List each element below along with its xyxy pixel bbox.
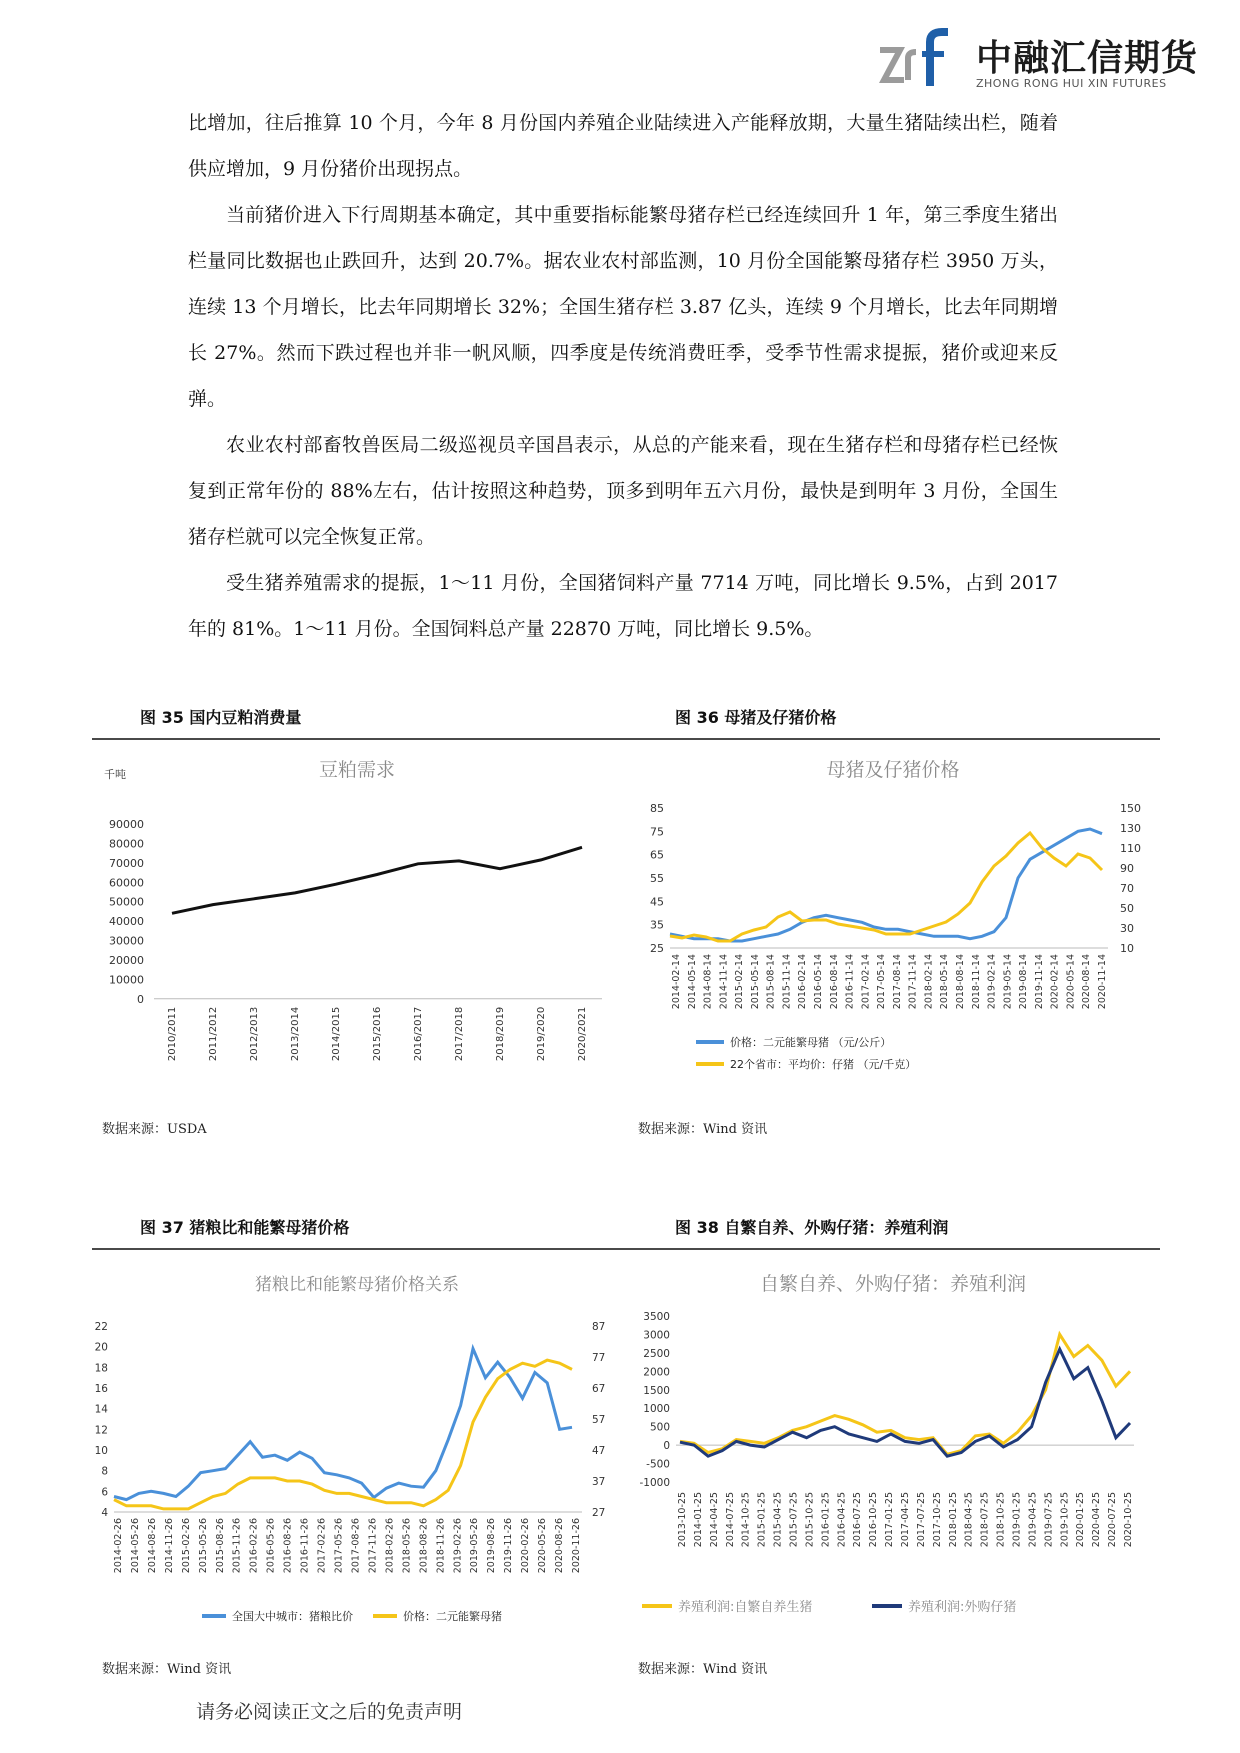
series-line [172,847,582,913]
chart-soymeal-demand [92,752,622,1092]
y-tick-label: 40000 [109,915,144,929]
y-right-tick-label: 10 [1120,942,1134,955]
x-tick-label: 2016-08-26 [282,1518,294,1574]
x-tick-label: 2018-08-14 [955,954,966,1010]
legend-label-2: 22个省市：平均价：仔猪 （元/千克） [730,1058,917,1071]
x-tick-label: 2015-08-26 [214,1518,226,1574]
x-tick-label: 2015-10-25 [804,1492,816,1548]
company-logo [878,22,1199,94]
divider-bottom [92,1248,1160,1250]
y-right-tick-label: 70 [1120,882,1134,895]
x-tick-label: 2016-02-26 [248,1518,260,1574]
x-tick-label: 2016-02-14 [797,954,809,1010]
x-tick-label: 2019-05-14 [1002,954,1014,1010]
y-tick-label: 3000 [643,1329,670,1342]
brand-name: 中融汇信期货 [976,38,1199,79]
x-tick-label: 2015-02-26 [180,1518,192,1574]
x-tick-label: 2019-02-26 [452,1518,464,1574]
y-left-tick-label: 4 [101,1507,108,1519]
figure-38-source: 数据来源：Wind 资讯 [638,1662,768,1677]
series-line-2 [114,1360,572,1509]
x-tick-label: 2017-05-26 [333,1518,345,1574]
legend-label-1: 养殖利润:自繁自养生猪 [678,1600,813,1615]
y-left-tick-label: 75 [650,825,664,839]
x-tick-label: 2014-07-25 [724,1492,736,1548]
x-tick-label: 2020-10-25 [1123,1492,1134,1548]
y-right-tick-label: 87 [592,1321,606,1333]
x-tick-label: 2017-11-14 [907,954,919,1010]
y-right-tick-label: 90 [1120,862,1134,875]
y-left-tick-label: 6 [101,1486,108,1499]
x-tick-label: 2015-05-14 [749,954,761,1010]
x-tick-label: 2017-05-14 [876,954,888,1010]
x-tick-label: 2015-11-26 [231,1518,243,1574]
y-tick-label: 1000 [643,1403,670,1416]
y-tick-label: 500 [649,1421,670,1434]
x-tick-label: 2017-08-26 [350,1518,362,1574]
disclaimer-footer: 请务必阅读正文之后的免责声明 [196,1701,463,1723]
y-left-tick-label: 45 [650,895,664,909]
x-tick-label: 2018-08-26 [418,1518,430,1574]
y-left-tick-label: 20 [94,1341,108,1354]
x-tick-label: 2016-11-14 [844,954,856,1010]
x-tick-label: 2015-11-14 [781,954,793,1010]
chart-title: 猪粮比和能繁母猪价格关系 [255,1275,459,1295]
x-tick-label: 2012/2013 [249,1006,260,1062]
legend-label-2: 价格：二元能繁母猪 [403,1610,502,1623]
x-tick-label: 2020-07-25 [1107,1492,1119,1548]
y-right-tick-label: 77 [592,1352,606,1364]
y-tick-label: 90000 [109,818,144,831]
x-tick-label: 2018-04-25 [963,1492,975,1548]
x-tick-label: 2016-07-25 [852,1492,864,1548]
x-tick-label: 2014-05-14 [686,954,698,1010]
chart-breeding-profit [628,1270,1158,1630]
y-tick-label: 30000 [109,934,144,948]
x-tick-label: 2013/2014 [290,1006,301,1062]
y-tick-label: -1000 [639,1477,670,1489]
x-tick-label: 2019/2020 [536,1006,547,1062]
x-tick-label: 2018/2019 [495,1006,506,1062]
x-tick-label: 2018-02-26 [384,1518,396,1574]
x-tick-label: 2019-08-26 [486,1518,498,1574]
figure-36-source: 数据来源：Wind 资讯 [638,1122,768,1137]
y-right-tick-label: 150 [1120,802,1141,815]
y-left-tick-label: 12 [94,1424,108,1437]
x-tick-label: 2014-10-25 [740,1492,752,1548]
y-tick-label: -500 [646,1458,670,1471]
y-tick-label: 50000 [109,895,144,909]
x-tick-label: 2020-08-14 [1081,954,1093,1010]
x-tick-label: 2016-05-26 [265,1518,277,1574]
x-tick-label: 2016/2017 [413,1006,424,1062]
paragraph-1: 比增加，往后推算 10 个月，今年 8 月份国内养殖企业陆续进入产能释放期，大量生猪陆续出栏，随着供应增加，9 月份猪价出现拐点。 [188,112,1058,180]
y-tick-label: 80000 [109,837,144,851]
x-tick-label: 2016-08-14 [828,954,840,1010]
paragraph-3: 农业农村部畜牧兽医局二级巡视员辛国昌表示，从总的产能来看，现在生猪存栏和母猪存栏已经恢复到正常年份的 88%左右，估计按照这种趋势，顶多到明年五六月份，最快是到明年 3 月份，全国生猪存栏就可以完全恢复正常。 [188,434,1058,548]
legend-label-1: 全国大中城市：猪粮比价 [232,1610,353,1623]
y-tick-label: 2500 [643,1347,670,1360]
x-tick-label: 2019-11-14 [1033,954,1045,1010]
logo-mark-icon [878,28,950,88]
chart-title: 母猪及仔猪价格 [826,759,960,781]
y-left-tick-label: 25 [650,942,664,955]
chart-sow-piglet-price [628,752,1158,1092]
x-tick-label: 2018-05-26 [401,1518,413,1574]
y-tick-label: 20000 [109,953,144,967]
y-tick-label: 1500 [643,1384,670,1397]
x-tick-label: 2014-08-14 [702,954,714,1010]
unit-label: 千吨 [104,768,126,781]
x-tick-label: 2016-11-26 [299,1518,311,1574]
x-tick-label: 2019-05-26 [469,1518,481,1574]
y-right-tick-label: 57 [592,1414,606,1426]
x-tick-label: 2020-05-14 [1065,954,1077,1010]
y-right-tick-label: 110 [1120,842,1141,855]
x-tick-label: 2014-11-14 [718,954,730,1010]
x-tick-label: 2020/2021 [577,1006,588,1062]
chart-title: 自繁自养、外购仔猪：养殖利润 [759,1273,1027,1295]
x-tick-label: 2014-04-25 [708,1492,720,1548]
x-tick-label: 2020-11-14 [1097,954,1108,1010]
x-tick-label: 2018-01-25 [947,1492,959,1548]
x-tick-label: 2014-02-26 [113,1518,124,1574]
x-tick-label: 2019-04-25 [1027,1492,1039,1548]
x-tick-label: 2018-11-26 [435,1518,447,1574]
x-tick-label: 2020-08-26 [554,1518,566,1574]
x-tick-label: 2019-01-25 [1011,1492,1023,1548]
x-tick-label: 2014-05-26 [129,1518,141,1574]
y-left-tick-label: 85 [650,802,664,815]
figure-38-caption: 图 38 自繁自养、外购仔猪：养殖利润 [675,1218,949,1237]
series-line-2 [670,833,1102,941]
x-tick-label: 2014-11-26 [163,1518,175,1574]
x-tick-label: 2019-08-14 [1018,954,1030,1010]
paragraph-2: 当前猪价进入下行周期基本确定，其中重要指标能繁母猪存栏已经连续回升 1 年，第三季度生猪出栏量同比数据也止跌回升，达到 20.7%。据农业农村部监测，10 月份全国能繁母猪存栏 3950 万头，连续 13 个月增长，比去年同期增长 32%；全国生猪存栏 3.87 亿头，连续 9 个月增长，比去年同期增长 27%。然而下跌过程也并非一帆风顺，四季度是传统消费旺季，受季节性需求提振，猪价或迎来反弹。 [188,204,1058,410]
y-left-tick-label: 8 [101,1465,108,1478]
x-tick-label: 2015-08-14 [765,954,777,1010]
x-tick-label: 2019-11-26 [503,1518,515,1574]
y-left-tick-label: 55 [650,872,664,885]
x-tick-label: 2016-10-25 [868,1492,880,1548]
x-tick-label: 2020-04-25 [1091,1492,1103,1548]
x-tick-label: 2017-11-26 [367,1518,379,1574]
figure-36-caption: 图 36 母猪及仔猪价格 [675,708,837,727]
x-tick-label: 2017-08-14 [891,954,903,1010]
x-tick-label: 2017-07-25 [915,1492,927,1548]
chart-title: 豆粕需求 [318,759,396,781]
y-tick-label: 2000 [643,1366,670,1379]
body-text [188,100,1058,652]
x-tick-label: 2017-04-25 [900,1492,911,1548]
y-left-tick-label: 65 [650,848,664,862]
x-tick-label: 2018-05-14 [939,954,951,1010]
x-tick-label: 2014-01-25 [692,1492,704,1548]
y-right-tick-label: 67 [592,1383,606,1395]
x-tick-label: 2019-07-25 [1043,1492,1055,1548]
x-tick-label: 2014-08-26 [146,1518,158,1574]
y-left-tick-label: 35 [650,918,664,932]
x-tick-label: 2018-02-14 [923,954,935,1010]
y-right-tick-label: 50 [1120,902,1134,915]
series-line-1 [670,829,1102,941]
y-right-tick-label: 27 [592,1507,606,1519]
x-tick-label: 2014-02-14 [671,954,682,1010]
paragraph-4: 受生猪养殖需求的提振，1～11 月份，全国猪饲料产量 7714 万吨，同比增长 9.5%，占到 2017 年的 81%。1～11 月份。全国饲料总产量 22870 万吨，同比增长 9.5%。 [188,572,1058,640]
y-left-tick-label: 16 [94,1383,108,1395]
chart-hog-grain-ratio [92,1270,622,1630]
figure-37-source: 数据来源：Wind 资讯 [102,1662,232,1677]
x-tick-label: 2019-02-14 [986,954,998,1010]
y-left-tick-label: 14 [94,1403,108,1416]
x-tick-label: 2018-07-25 [979,1492,991,1548]
x-tick-label: 2020-02-26 [520,1518,532,1574]
y-tick-label: 70000 [109,856,144,870]
y-right-tick-label: 130 [1120,822,1141,835]
x-tick-label: 2020-02-14 [1049,954,1061,1010]
x-tick-label: 2013-10-25 [677,1492,688,1548]
y-tick-label: 3500 [643,1311,670,1323]
x-tick-label: 2016-01-25 [820,1492,832,1548]
x-tick-label: 2015-01-25 [756,1492,768,1548]
series-line-1 [114,1349,572,1500]
y-tick-label: 0 [663,1440,670,1453]
y-left-tick-label: 18 [94,1362,108,1375]
x-tick-label: 2017/2018 [454,1006,465,1062]
y-left-tick-label: 10 [94,1445,108,1457]
y-right-tick-label: 30 [1120,922,1134,935]
x-tick-label: 2018-10-25 [995,1492,1007,1548]
figure-35-caption: 图 35 国内豆粕消费量 [140,708,302,727]
x-tick-label: 2015/2016 [372,1006,383,1062]
x-tick-label: 2020-11-26 [571,1518,582,1574]
x-tick-label: 2017-10-25 [931,1492,943,1548]
x-tick-label: 2015-07-25 [788,1492,800,1548]
y-right-tick-label: 37 [592,1476,606,1488]
figure-35-source: 数据来源：USDA [102,1122,207,1137]
figure-37-caption: 图 37 猪粮比和能繁母猪价格 [140,1218,350,1237]
brand-name-english: ZHONG RONG HUI XIN FUTURES [976,77,1167,90]
x-tick-label: 2017-02-26 [316,1518,328,1574]
x-tick-label: 2020-05-26 [537,1518,549,1574]
x-tick-label: 2017-02-14 [860,954,872,1010]
x-tick-label: 2016-05-14 [813,954,824,1010]
x-tick-label: 2015-02-14 [734,954,746,1010]
x-tick-label: 2016-04-25 [836,1492,848,1548]
y-tick-label: 60000 [109,876,144,890]
y-tick-label: 0 [137,992,144,1006]
y-right-tick-label: 47 [592,1445,606,1457]
x-tick-label: 2014/2015 [331,1006,342,1062]
y-tick-label: 10000 [109,973,144,987]
x-tick-label: 2020-01-25 [1075,1492,1087,1548]
x-tick-label: 2015-05-26 [197,1518,209,1574]
x-tick-label: 2015-04-25 [772,1492,784,1548]
x-tick-label: 2017-01-25 [884,1492,896,1548]
divider-top [92,738,1160,740]
x-tick-label: 2019-10-25 [1059,1492,1071,1548]
x-tick-label: 2010/2011 [167,1006,178,1062]
legend-label-2: 养殖利润:外购仔猪 [908,1600,1017,1615]
legend-label-1: 价格：二元能繁母猪 （元/公斤） [730,1036,892,1049]
y-left-tick-label: 22 [94,1321,108,1333]
x-tick-label: 2018-11-14 [970,954,982,1010]
x-tick-label: 2011/2012 [208,1006,219,1062]
